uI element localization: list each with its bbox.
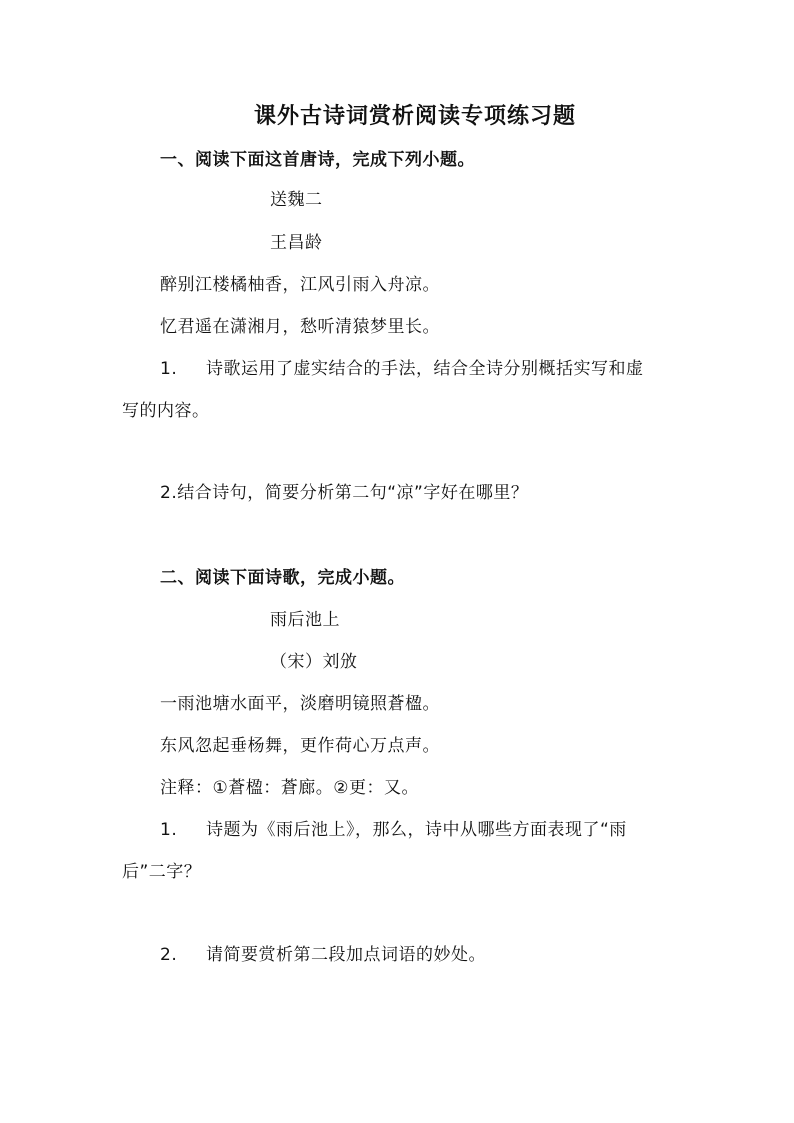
section1-question-1-number: 1. (160, 359, 178, 379)
section2-question-2-text: 请简要赏析第二段加点词语的妙处。 (206, 945, 486, 965)
section1-question-2: 2.结合诗句，简要分析第二句“凉”字好在哪里？ (160, 483, 529, 503)
section1-poem-title: 送魏二 (270, 190, 323, 210)
section2-question-1-text: 诗题为《雨后池上》，那么，诗中从哪些方面表现了“雨 (206, 820, 627, 840)
section2-poem-title: 雨后池上 (270, 610, 340, 630)
document-title: 课外古诗词赏析阅读专项练习题 (254, 103, 577, 129)
section1-poem-line-1: 醉别江楼橘柚香，江风引雨入舟凉。 (160, 275, 440, 295)
section1-question-1-text-cont: 写的内容。 (122, 401, 210, 421)
section2-poem-author: （宋）刘攽 (270, 652, 358, 672)
section2-question-1-number: 1. (160, 820, 178, 840)
section2-question-2-number: 2. (160, 945, 178, 965)
section2-note: 注释：①蒼楹：蒼廊。②更：又。 (160, 778, 419, 798)
section1-question-1-text: 诗歌运用了虚实结合的手法，结合全诗分别概括实写和虚 (206, 359, 644, 379)
section1-poem-author: 王昌龄 (270, 233, 323, 253)
section2-heading: 二、阅读下面诗歌，完成小题。 (160, 568, 405, 588)
section2-poem-line-1: 一雨池塘水面平，淡磨明镜照蒼楹。 (160, 694, 440, 714)
section1-poem-line-2: 忆君遥在潇湘月，愁听清猿梦里长。 (160, 317, 440, 337)
section2-question-1-text-cont: 后”二字？ (122, 862, 202, 882)
section1-heading: 一、阅读下面这首唐诗，完成下列小题。 (160, 150, 475, 170)
section2-poem-line-2: 东风忽起垂杨舞，更作荷心万点声。 (160, 736, 440, 756)
